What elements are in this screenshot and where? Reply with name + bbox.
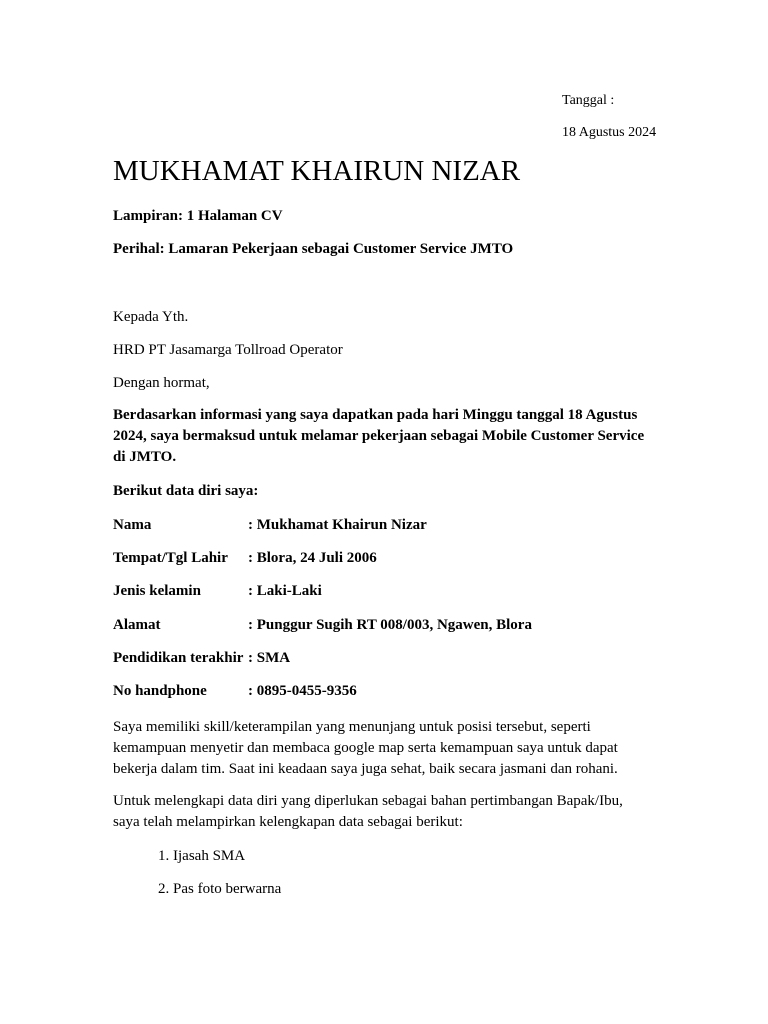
intro-line: di JMTO. bbox=[113, 449, 177, 465]
field-label: Jenis kelamin bbox=[113, 583, 201, 599]
intro-line: 2024, saya bermaksud untuk melamar pekerjaan sebagai Mobile Customer Service bbox=[113, 428, 645, 444]
field-value: : Mukhamat Khairun Nizar bbox=[248, 517, 427, 533]
recipient-salutation: Kepada Yth. bbox=[113, 309, 189, 325]
field-value: : Punggur Sugih RT 008/003, Ngawen, Blora bbox=[248, 617, 532, 633]
perihal-line: Perihal: Lamaran Pekerjaan sebagai Customer Service JMTO bbox=[113, 241, 514, 257]
field-value: : 0895-0455-9356 bbox=[248, 683, 357, 699]
attachment-intro-paragraph bbox=[113, 791, 623, 833]
field-value: : Blora, 24 Juli 2006 bbox=[248, 550, 377, 566]
field-value: : SMA bbox=[248, 650, 291, 666]
greeting: Dengan hormat, bbox=[113, 375, 210, 391]
attachment-intro-line: saya telah melampirkan kelengkapan data sebagai berikut: bbox=[113, 814, 463, 830]
skills-line: kemampuan menyetir dan membaca google map serta kemampuan saya untuk dapat bbox=[113, 740, 618, 756]
field-label: Pendidikan terakhir bbox=[113, 650, 244, 666]
field-label: Alamat bbox=[113, 617, 161, 633]
list-item: 2. Pas foto berwarna bbox=[158, 881, 282, 897]
skills-paragraph bbox=[113, 717, 618, 780]
applicant-name-title: MUKHAMAT KHAIRUN NIZAR bbox=[113, 155, 521, 187]
skills-line: bekerja dalam tim. Saat ini keadaan saya juga sehat, baik secara jasmani dan rohani. bbox=[113, 761, 618, 777]
date-label: Tanggal : bbox=[562, 93, 615, 108]
list-item: 1. Ijasah SMA bbox=[158, 848, 246, 864]
field-label: Nama bbox=[113, 517, 152, 533]
attachment-intro-line: Untuk melengkapi data diri yang diperlukan sebagai bahan pertimbangan Bapak/Ibu, bbox=[113, 793, 623, 809]
field-label: No handphone bbox=[113, 683, 207, 699]
intro-line: Berdasarkan informasi yang saya dapatkan pada hari Minggu tanggal 18 Agustus bbox=[113, 407, 638, 423]
date-value: 18 Agustus 2024 bbox=[562, 125, 657, 140]
lampiran-line: Lampiran: 1 Halaman CV bbox=[113, 208, 283, 224]
recipient-company: HRD PT Jasamarga Tollroad Operator bbox=[113, 342, 343, 358]
field-label: Tempat/Tgl Lahir bbox=[113, 550, 228, 566]
field-value: : Laki-Laki bbox=[248, 583, 322, 599]
skills-line: Saya memiliki skill/keterampilan yang menunjang untuk posisi tersebut, seperti bbox=[113, 719, 591, 735]
intro-paragraph bbox=[113, 405, 644, 468]
data-heading: Berikut data diri saya: bbox=[113, 483, 259, 499]
